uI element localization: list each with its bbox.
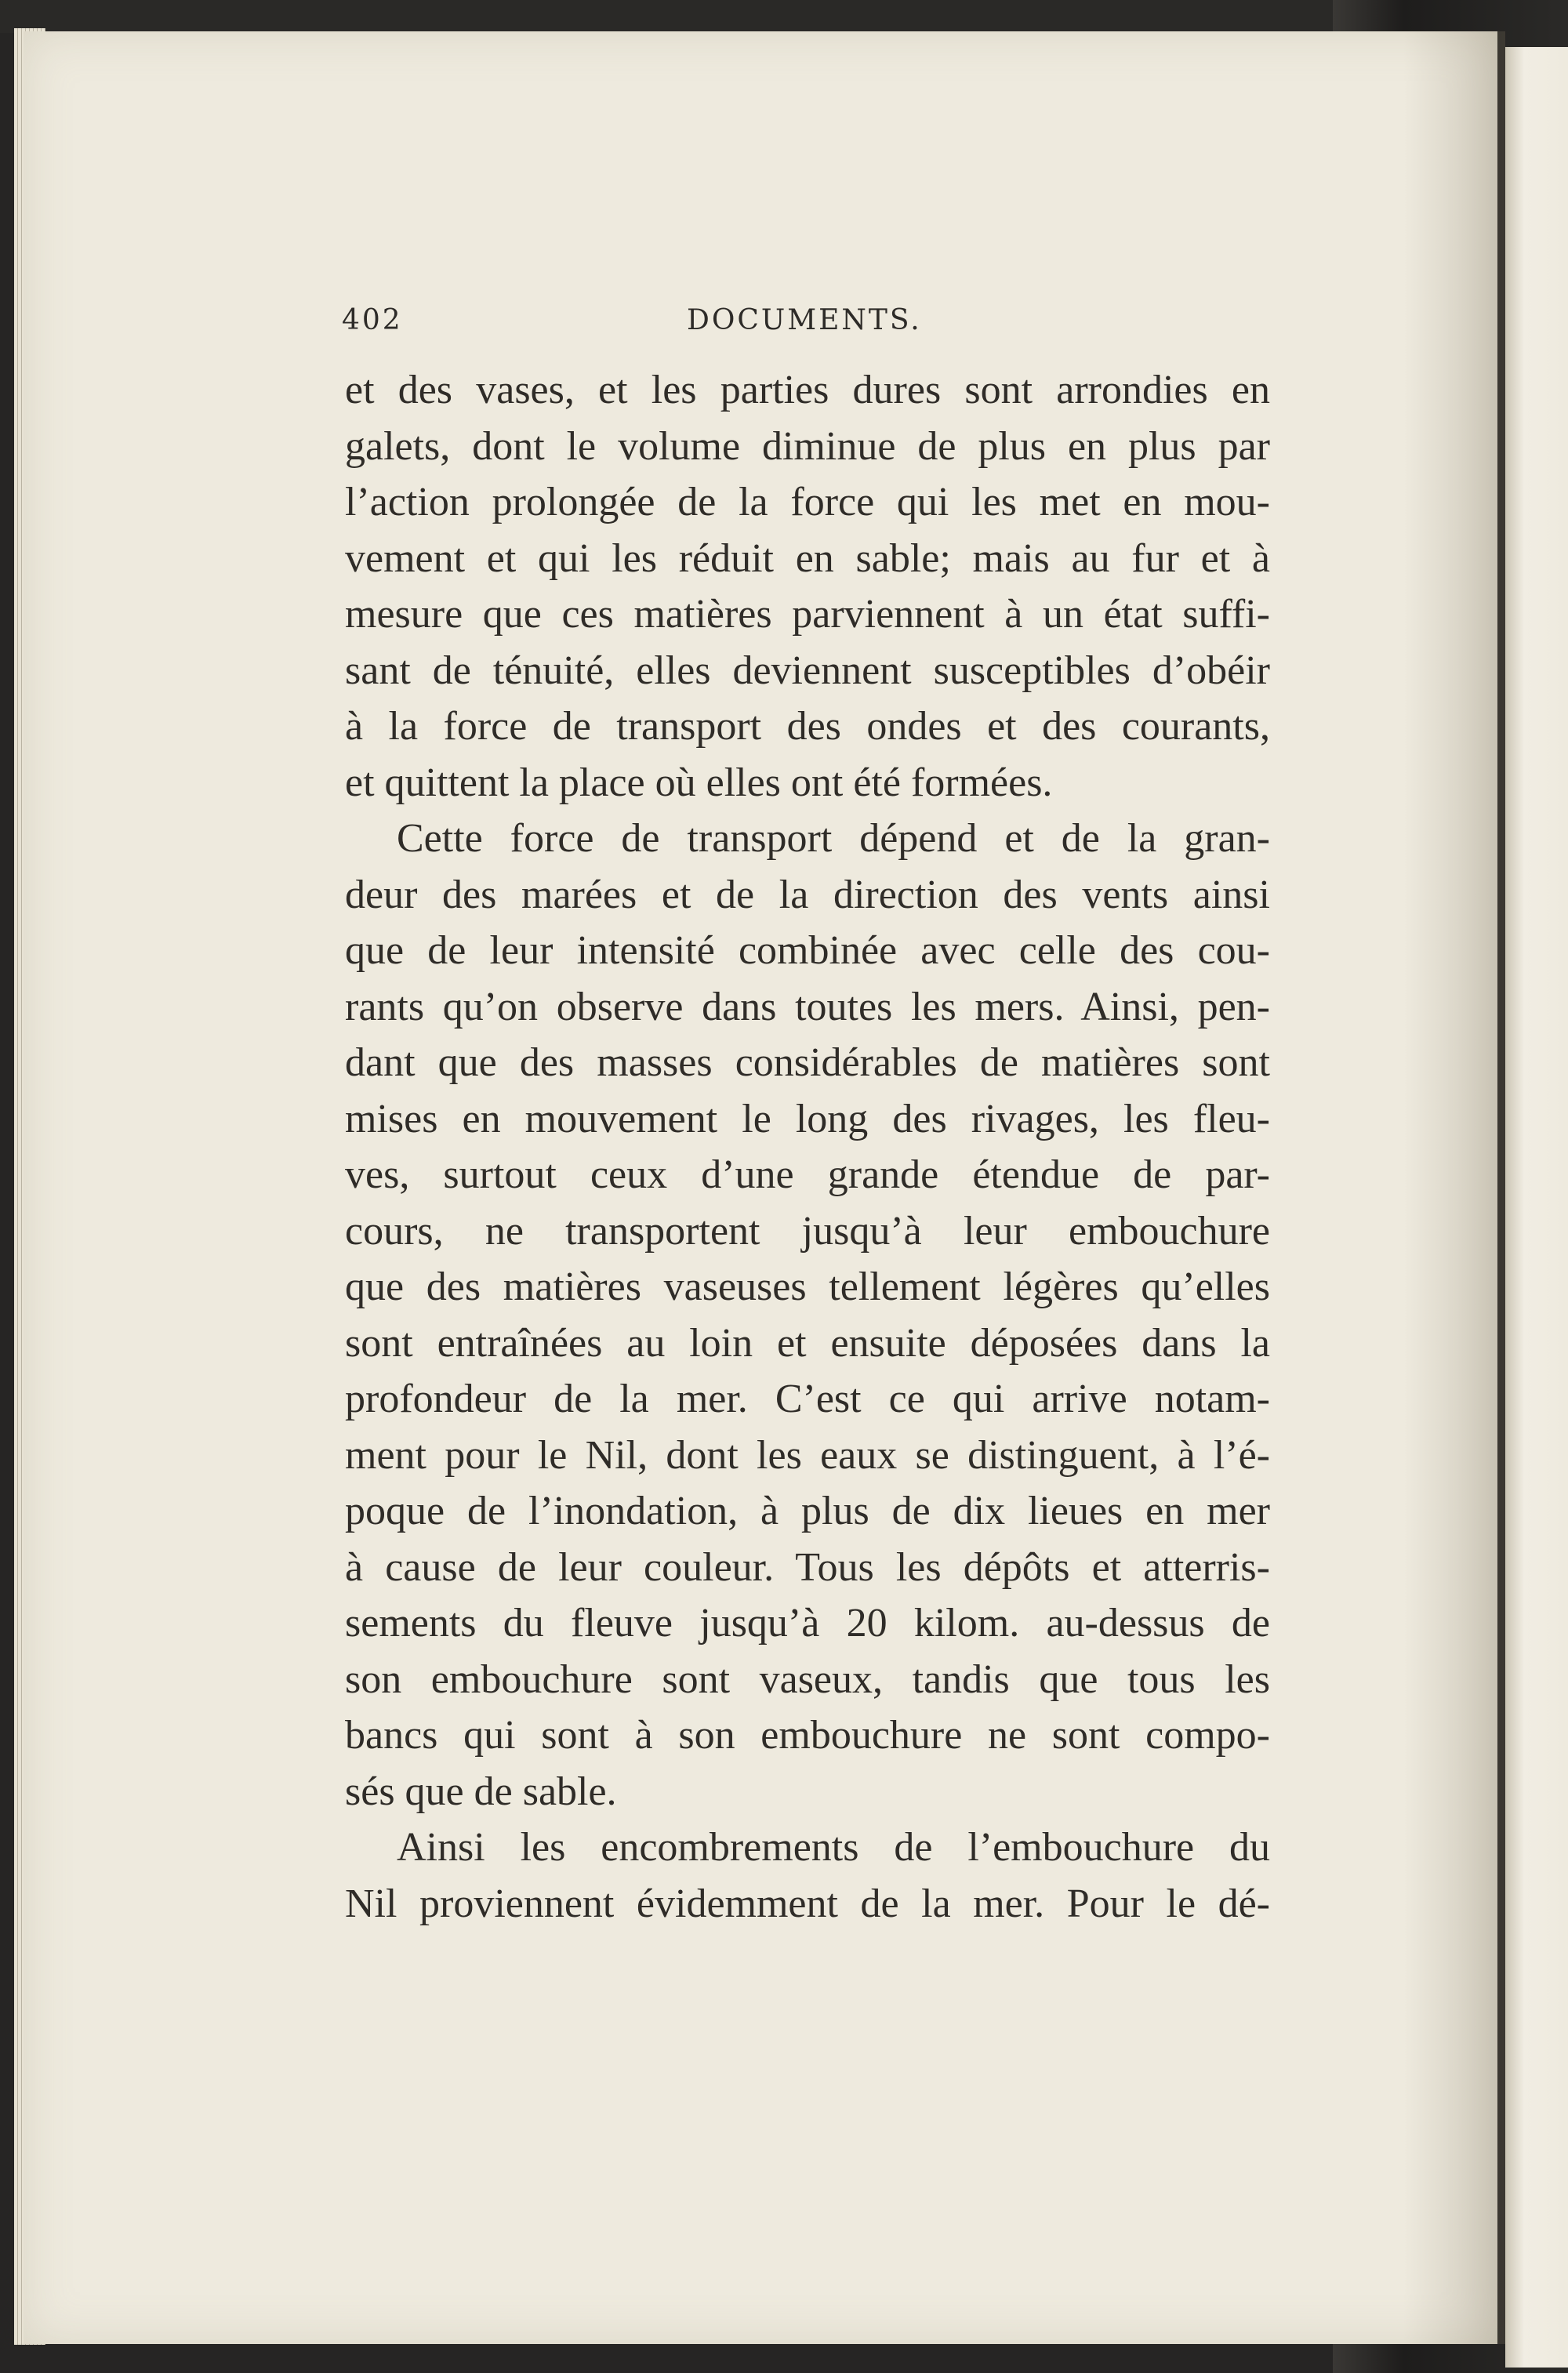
text-line: que de leur intensité combinée avec celle des cou- [345,928,1270,973]
running-title: DOCUMENTS. [687,304,922,336]
text-line: galets, dont le volume diminue de plus en plus par [345,423,1270,469]
text-line: Nil proviennent évidemment de la mer. Pour le dé- [345,1881,1270,1926]
text-line: vement et qui les réduit en sable; mais au fur et à [345,535,1270,581]
text-line: dant que des masses considérables de matières sont [345,1040,1270,1085]
text-line: sont entraînées au loin et ensuite déposées dans la [345,1320,1270,1366]
text-line: mises en mouvement le long des rivages, les fleu- [345,1096,1270,1141]
running-head [342,304,1275,351]
body-text [345,362,1270,1932]
page-number: 402 [342,304,403,336]
text-line: son embouchure sont vaseux, tandis que tous les [345,1656,1270,1702]
text-line: à cause de leur couleur. Tous les dépôts et atterris- [345,1544,1270,1590]
text-line: sés que de sable. [345,1769,617,1814]
text-line: que des matières vaseuses tellement légères qu’elles [345,1265,1270,1309]
text-line: profondeur de la mer. C’est ce qui arrive notam- [345,1377,1270,1421]
text-line: sant de ténuité, elles deviennent susceptibles d’obéir [345,648,1270,693]
text-line: ment pour le Nil, dont les eaux se distinguent, à l’é- [345,1432,1270,1478]
paragraph-start: Cette force de transport dépend et de la gran- [397,816,1270,861]
text-line: deur des marées et de la direction des vents ainsi [345,872,1270,917]
text-line: à la force de transport des ondes et des courants, [345,704,1270,749]
text-line: cours, ne transportent jusqu’à leur embouchure [345,1208,1270,1254]
paragraph-start: Ainsi les encombrements de l’embouchure du [397,1825,1270,1870]
adjacent-page-edge [1505,47,1568,2368]
text-line: l’action prolongée de la force qui les met en mou- [345,480,1270,524]
text-line: sements du fleuve jusqu’à 20 kilom. au-dessus de [345,1601,1270,1645]
text-line: mesure que ces matières parviennent à un état suffi- [345,592,1270,637]
text-line: bancs qui sont à son embouchure ne sont compo- [345,1713,1270,1758]
text-line: poque de l’inondation, à plus de dix lieues en mer [345,1489,1270,1533]
text-line: ves, surtout ceux d’une grande étendue de par- [345,1152,1270,1197]
text-line: et des vases, et les parties dures sont arrondies en [345,368,1270,412]
text-line: et quittent la place où elles ont été formées. [345,760,1053,805]
gutter-shadow [1403,31,1505,2344]
text-line: rants qu’on observe dans toutes les mers. Ainsi, pen- [345,984,1270,1029]
